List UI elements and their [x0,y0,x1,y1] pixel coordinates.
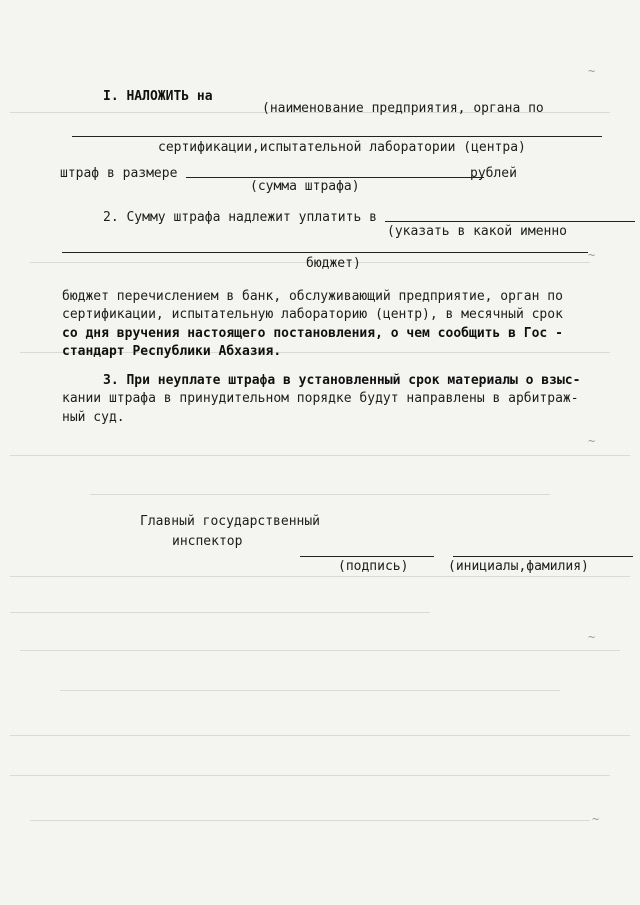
section2-line-3: со дня вручения настоящего постановления, о чем сообщить в Гос - [62,326,563,341]
bleed-line [10,775,610,776]
budget-line-2 [62,252,588,253]
section2-lead: 2. Сумму штрафа надлежит уплатить в [103,210,377,225]
bleed-line [90,494,550,495]
name-hint: (инициалы,фамилия) [448,559,589,574]
bleed-line [10,735,630,736]
section3-line-2: кании штрафа в принудительном порядке будут направлены в арбитраж- [62,391,579,406]
section1-heading: I. НАЛОЖИТЬ на [103,89,213,104]
name-line [453,556,633,557]
scan-speck: ~ [588,64,596,78]
org-hint: (наименование предприятия, органа по [262,101,544,116]
scan-speck: ~ [588,248,596,262]
budget-line-1 [385,221,635,222]
inspector-title: Главный государственный [140,514,321,529]
bleed-line [10,455,630,456]
scan-speck: ~ [592,812,600,826]
bleed-line [60,690,560,691]
bleed-line [10,612,430,613]
bleed-line [20,650,620,651]
section3-line-1: 3. При неуплате штрафа в установленный срок материалы о взыс- [103,373,581,388]
bleed-line [10,576,630,577]
signature-hint: (подпись) [338,559,409,574]
scan-speck: ~ [588,630,596,644]
org-hint-continued: сертификации,испытательной лаборатории (центра) [158,140,526,155]
fine-amount-line [186,177,484,178]
bleed-line [30,820,590,821]
signature-line [300,556,434,557]
scan-speck: ~ [588,434,596,448]
org-name-line [72,136,602,137]
budget-hint: (указать в какой именно [387,224,568,239]
inspector-title-2: инспектор [172,534,243,549]
fine-suffix: рублей [470,166,517,181]
section2-line-1: бюджет перечислением в банк, обслуживающий предприятие, орган по [62,289,563,304]
fine-prefix: штраф в размере [60,166,178,181]
section3-line-3: ный суд. [62,410,125,425]
budget-hint-continued: бюджет) [306,256,361,271]
fine-hint: (сумма штрафа) [250,179,360,194]
section2-line-2: сертификации, испытательную лабораторию (центр), в месячный срок [62,307,563,322]
section2-line-4: стандарт Республики Абхазия. [62,344,282,359]
